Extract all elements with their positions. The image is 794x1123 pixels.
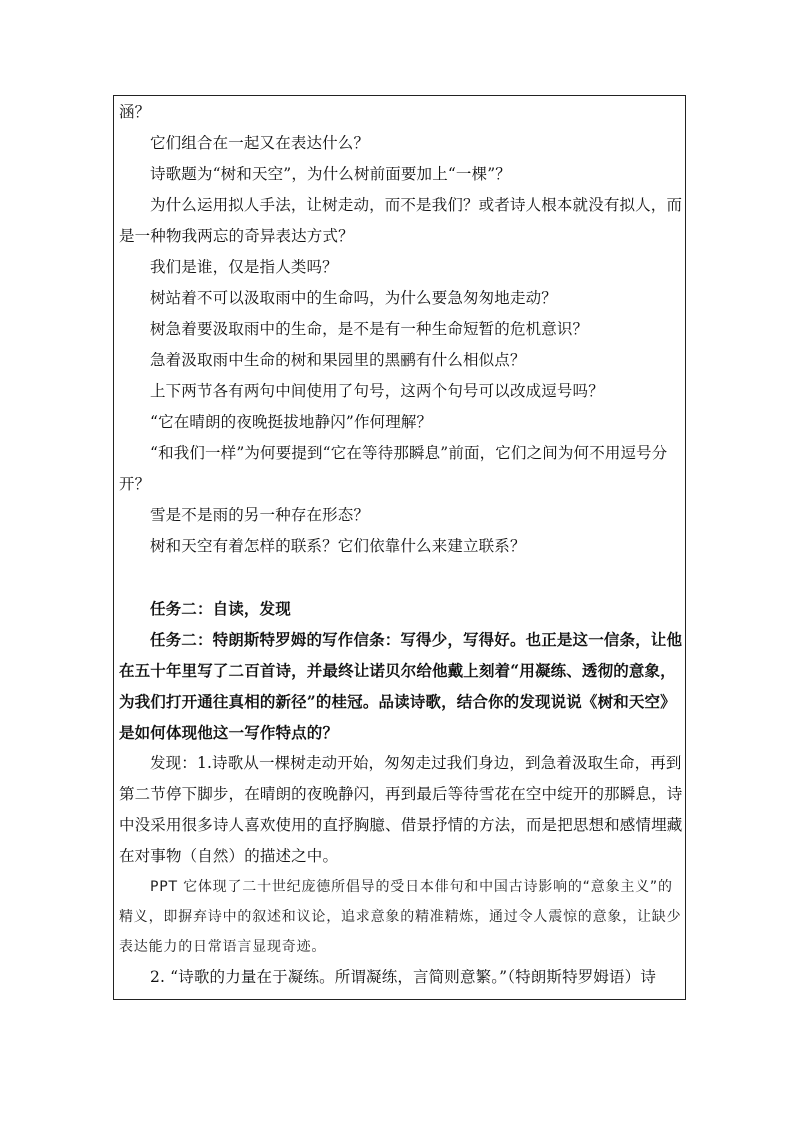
- ppt-note: PPT 它体现了二十世纪庞德所倡导的受日本俳句和中国古诗影响的“意象主义”的精义，即摒弃诗中的叙述和议论，追求意象的精准精炼，通过令人震惊的意象，让缺少表达能力的日常语言显现奇迹。: [119, 879, 682, 955]
- question-line: 树和天空有着怎样的联系？它们依靠什么来建立联系？: [150, 537, 526, 555]
- task-description: 任务二：特朗斯特罗姆的写作信条：写得少，写得好。也正是这一信条，让他在五十年里写了二百首诗，并最终让诺贝尔给他戴上刻着“用凝练、透彻的意象，为我们打开通往真相的新径”的桂冠。品读诗歌，结合你的发现说说《树和天空》是如何体现他这一写作特点的？: [119, 630, 683, 742]
- question-line: 急着汲取雨中生命的树和果园里的黑鹂有什么相似点？: [150, 351, 526, 369]
- text-line: 涵？: [119, 103, 151, 121]
- question-line: 诗歌题为“树和天空”，为什么树前面要加上“一棵”？: [150, 165, 511, 183]
- question-line: 树急着要汲取雨中的生命，是不是有一种生命短暂的危机意识？: [150, 320, 589, 338]
- question-line: “和我们一样”为何要提到“它在等待那瞬息”前面，它们之间为何不用逗号分开？: [119, 444, 668, 493]
- document-content: [119, 97, 684, 993]
- question-line: 上下两节各有两句中间使用了句号，这两个句号可以改成逗号吗？: [150, 382, 604, 400]
- discovery-paragraph-2: 2. “诗歌的力量在于凝练。所谓凝练，言简则意繁。”（特朗斯特罗姆语）诗: [150, 968, 656, 986]
- task-heading: 任务二：自读，发现: [150, 599, 291, 618]
- question-line: 我们是谁，仅是指人类吗？: [150, 258, 338, 276]
- blank-line: [119, 562, 684, 593]
- question-line: 树站着不可以汲取雨中的生命吗，为什么要急匆匆地走动？: [150, 289, 557, 307]
- discovery-paragraph: 发现：1.诗歌从一棵树走动开始，匆匆走过我们身边，到急着汲取生命，再到第二节停下脚步，在晴朗的夜晚静闪，再到最后等待雪花在空中绽开的那瞬息，诗中没采用很多诗人喜欢使用的直抒胸臆、借景抒情的方法，而是把思想和感情埋藏在对事物（自然）的描述之中。: [119, 754, 683, 865]
- question-line: 雪是不是雨的另一种存在形态？: [150, 506, 370, 524]
- question-line: 它们组合在一起又在表达什么？: [150, 134, 370, 152]
- question-line: “它在晴朗的夜晚挺拔地静闪”作何理解？: [150, 413, 433, 431]
- question-line: 为什么运用拟人手法，让树走动，而不是我们？或者诗人根本就没有拟人，而是一种物我两忘的奇异表达方式？: [119, 196, 683, 245]
